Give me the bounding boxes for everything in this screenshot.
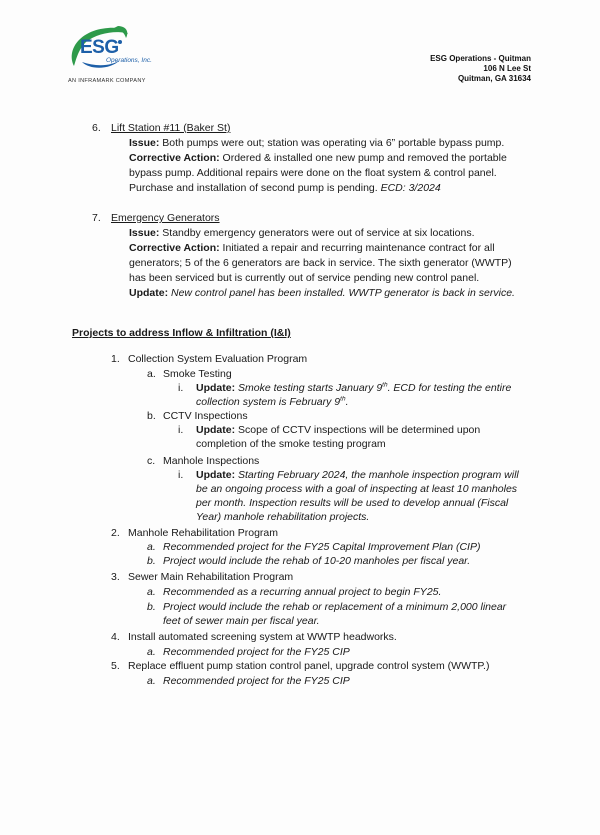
issue-text: Both pumps were out; station was operating via 6” portable bypass pump.: [159, 137, 505, 149]
update-line: [196, 381, 511, 396]
update-text: Scope of CCTV inspections will be determined upon: [235, 424, 481, 436]
ecd-text: ECD: 3/2024: [380, 182, 441, 194]
project-title: Collection System Evaluation Program: [128, 353, 308, 365]
superscript: th: [340, 395, 346, 403]
logo-subtext: Operations, Inc.: [106, 57, 152, 64]
project-number: 4.: [111, 631, 120, 643]
address-line: Quitman, GA 31634: [457, 74, 531, 83]
corrective-action-text: Ordered & installed one new pump and removed the portable: [219, 152, 507, 164]
update-text: completion of the smoke testing program: [196, 438, 386, 450]
sub-letter: a.: [147, 368, 156, 380]
item-title: Emergency Generators: [111, 212, 220, 224]
roman-numeral: i.: [178, 424, 184, 436]
sub-text: feet of sewer main per fiscal year.: [163, 615, 320, 627]
update-text: New control panel has been installed. WWTP generator is back in service.: [168, 287, 515, 299]
project-number: 5.: [111, 660, 120, 672]
update-text: Starting February 2024, the manhole inspection program will: [235, 469, 519, 481]
sub-text: Recommended project for the FY25 CIP: [163, 646, 350, 658]
sub-text: Project would include the rehab of 10-20 manholes per fiscal year.: [163, 555, 471, 567]
sub-title: Smoke Testing: [163, 368, 232, 380]
sub-title: Manhole Inspections: [163, 455, 260, 467]
update-text: .: [345, 396, 349, 408]
sub-text: Project would include the rehab or replacement of a minimum 2,000 linear: [163, 601, 507, 613]
sub-letter: a.: [147, 675, 156, 687]
sub-text: Recommended as a recurring annual project to begin FY25.: [163, 586, 442, 598]
update-line: [129, 286, 515, 301]
update-label: Update:: [196, 424, 236, 436]
update-text: . ECD for testing the entire: [387, 382, 512, 394]
sub-letter: b.: [147, 601, 156, 613]
project-title: Manhole Rehabilitation Program: [128, 527, 278, 539]
sub-text: Recommended project for the FY25 Capital Improvement Plan (CIP): [163, 541, 481, 553]
sub-letter: b.: [147, 555, 156, 567]
sub-title: CCTV Inspections: [163, 410, 248, 422]
logo-wordmark: ESG: [80, 37, 119, 58]
corrective-action-text: [129, 181, 441, 196]
update-text: Year) manhole rehabilitation projects.: [196, 511, 370, 523]
company-logo: [60, 20, 170, 86]
issue-line: [129, 136, 504, 151]
update-line: [196, 395, 348, 410]
update-text: per month. Inspection results will be used to develop annual (Fiscal: [196, 497, 509, 509]
item-title: Lift Station #11 (Baker St): [111, 122, 231, 134]
section-heading: Projects to address Inflow & Infiltration (I&I): [72, 327, 291, 339]
issue-text: Standby emergency generators were out of service at six locations.: [159, 227, 475, 239]
corrective-action-label: Corrective Action:: [129, 242, 220, 254]
issue-label: Issue:: [129, 227, 160, 239]
address-line: 106 N Lee St: [483, 64, 531, 73]
sub-letter: a.: [147, 586, 156, 598]
corrective-action-line: [129, 241, 495, 256]
roman-numeral: i.: [178, 469, 184, 481]
item-number: 7.: [92, 212, 101, 224]
project-number: 1.: [111, 353, 120, 365]
company-address: [430, 54, 531, 84]
update-label: Update:: [129, 287, 169, 299]
update-label: Update:: [196, 382, 236, 394]
project-title: Install automated screening system at WWTP headworks.: [128, 631, 397, 643]
corrective-action-text: generators; 5 of the 6 generators are back in service. The sixth generator (WWTP): [129, 257, 512, 269]
corrective-action-text: Purchase and installation of second pump is pending.: [129, 182, 381, 194]
issue-label: Issue:: [129, 137, 160, 149]
superscript: th: [382, 381, 388, 389]
project-number: 3.: [111, 571, 120, 583]
corrective-action-line: [129, 151, 507, 166]
sub-letter: b.: [147, 410, 156, 422]
item-number: 6.: [92, 122, 101, 134]
corrective-action-text: Initiated a repair and recurring maintenance contract for all: [219, 242, 495, 254]
address-line: ESG Operations - Quitman: [430, 54, 531, 63]
update-line: [196, 423, 480, 438]
sub-letter: a.: [147, 646, 156, 658]
update-text: collection system is February 9: [196, 396, 341, 408]
project-title: Sewer Main Rehabilitation Program: [128, 571, 294, 583]
issue-line: [129, 226, 475, 241]
update-text: be an ongoing process with a goal of inspecting at least 10 manholes: [196, 483, 518, 495]
update-label: Update:: [196, 469, 236, 481]
corrective-action-text: has been serviced but is currently out of service pending new control panel.: [129, 272, 480, 284]
corrective-action-label: Corrective Action:: [129, 152, 220, 164]
sub-letter: c.: [147, 455, 156, 467]
update-line: [196, 468, 519, 483]
corrective-action-text: bypass pump. Additional repairs were done on the float system & control panel.: [129, 167, 497, 179]
sub-letter: a.: [147, 541, 156, 553]
project-number: 2.: [111, 527, 120, 539]
logo-tagline: AN INFRAMARK COMPANY: [68, 78, 146, 84]
update-text: Smoke testing starts January 9: [235, 382, 383, 394]
project-title: Replace effluent pump station control panel, upgrade control system (WWTP.): [128, 660, 490, 672]
sub-text: Recommended project for the FY25 CIP: [163, 675, 350, 687]
roman-numeral: i.: [178, 382, 184, 394]
